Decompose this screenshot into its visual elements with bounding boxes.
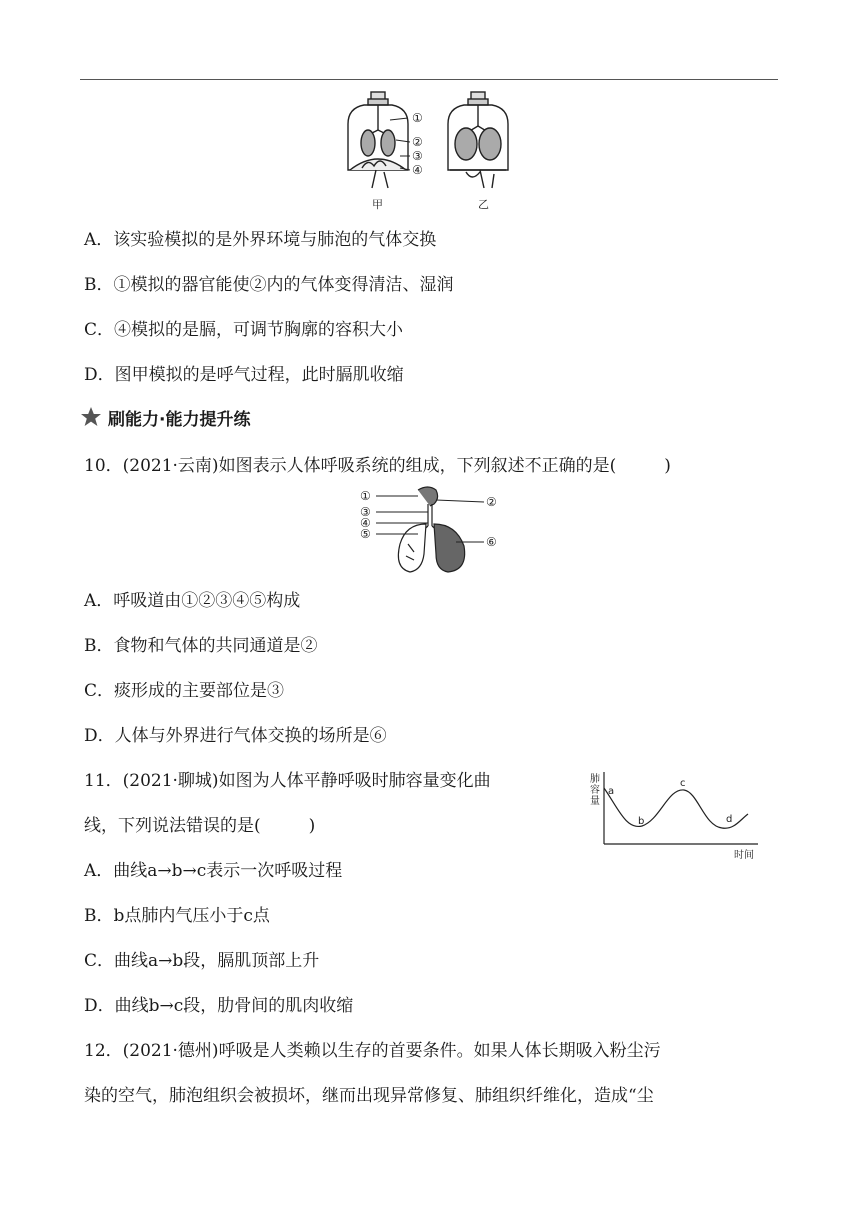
label-6: ⑥ xyxy=(486,535,497,549)
section-heading xyxy=(80,404,250,430)
section-title: 刷能力·能力提升练 xyxy=(108,409,251,430)
point-a: a xyxy=(608,786,615,797)
point-c: c xyxy=(680,778,686,789)
q10-stem xyxy=(84,454,671,478)
label-jia: 甲 xyxy=(372,198,383,211)
q11-option-d: D．曲线b→c段，肋骨间的肌肉收缩 xyxy=(84,996,354,1016)
y-axis-label-2: 容 xyxy=(590,785,600,796)
q11-stem-text: 线，下列说法错误的是( xyxy=(84,816,261,836)
label-1: ① xyxy=(360,489,371,503)
jar-yi xyxy=(448,92,508,188)
label-2: ② xyxy=(486,495,497,509)
q10-option-c: C．痰形成的主要部位是③ xyxy=(84,681,285,701)
q9-option-a: A．该实验模拟的是外界环境与肺泡的气体交换 xyxy=(84,230,437,250)
label-yi: 乙 xyxy=(478,198,489,211)
q9-option-d: D．图甲模拟的是呼气过程，此时膈肌收缩 xyxy=(84,365,404,385)
q10-option-d: D．人体与外界进行气体交换的场所是⑥ xyxy=(84,726,387,746)
q11-stem-line2 xyxy=(84,814,315,838)
q9-option-c: C．④模拟的是膈，可调节胸廓的容积大小 xyxy=(84,320,404,340)
top-rule xyxy=(80,79,778,80)
label-2: ② xyxy=(412,135,423,149)
label-5: ⑤ xyxy=(360,527,371,541)
q11-stem-line1: 11．(2021·聊城)如图为人体平静呼吸时肺容量变化曲 xyxy=(84,771,491,791)
lung-volume-chart xyxy=(588,768,778,864)
q9-option-b: B．①模拟的器官能使②内的气体变得清洁、湿润 xyxy=(84,275,454,295)
q12-line2: 染的空气，肺泡组织会被损坏，继而出现异常修复、肺组织纤维化，造成“尘 xyxy=(84,1086,654,1106)
q10-option-b: B．食物和气体的共同通道是② xyxy=(84,636,318,656)
q10-stem-text: 10．(2021·云南)如图表示人体呼吸系统的组成，下列叙述不正确的是( xyxy=(84,456,617,476)
x-axis-label: 时间 xyxy=(734,850,754,861)
y-axis-label-3: 量 xyxy=(590,796,600,807)
q10-option-a: A．呼吸道由①②③④⑤构成 xyxy=(84,591,301,611)
q12-line1: 12．(2021·德州)呼吸是人类赖以生存的首要条件。如果人体长期吸入粉尘污 xyxy=(84,1041,661,1061)
respiratory-figure xyxy=(356,484,506,578)
star-icon xyxy=(80,406,102,428)
point-b: b xyxy=(638,816,645,827)
q11-option-b: B．b点肺内气压小于c点 xyxy=(84,906,270,926)
point-d: d xyxy=(726,814,733,825)
q10-stem-close: ) xyxy=(664,456,671,476)
label-4: ④ xyxy=(360,516,371,530)
q11-stem-close: ) xyxy=(308,816,316,836)
label-3: ③ xyxy=(360,505,371,519)
q11-option-c: C．曲线a→b段，膈肌顶部上升 xyxy=(84,951,320,971)
label-4: ④ xyxy=(412,163,423,177)
q11-option-a: A．曲线a→b→c表示一次呼吸过程 xyxy=(84,861,343,881)
label-1: ① xyxy=(412,111,423,125)
y-axis-label-1: 肺 xyxy=(590,774,600,785)
label-3: ③ xyxy=(412,149,423,163)
bell-jar-figure xyxy=(340,88,520,214)
